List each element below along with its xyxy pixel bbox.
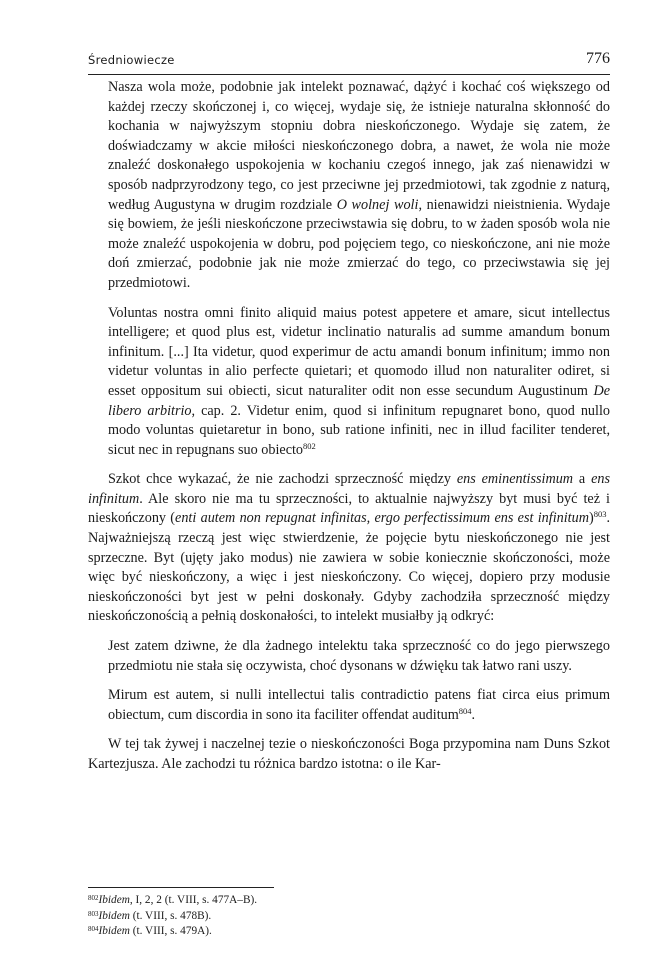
page-number: 776: [586, 50, 610, 67]
latin-term: ens infinitum: [88, 471, 610, 507]
page-header: [88, 50, 610, 74]
footnote-804: $^{804}$Ibidem (t. VIII, s. 479A).: [88, 925, 212, 937]
footnote-802: $^{802}$Ibidem, I, 2, 2 (t. VIII, s. 477A–B).: [88, 894, 258, 906]
footnotes: [88, 893, 610, 940]
latin-phrase: enti autem non repugnat infinitas, ergo perfectissimum ens est infinitum: [175, 510, 589, 527]
quote-latin-2: Mirum est autem, si nulli intellectui talis contradictio patens fiat circa eius primum obiectum, cum discordia in sono ita faciliter offendat auditum$^{804}$.: [108, 687, 610, 723]
footnote-ref-803: 803: [593, 509, 607, 520]
footnote-ref-802: 802: [303, 440, 316, 451]
main-text: [88, 78, 610, 775]
body-paragraph-1: Szkot chce wykazać, że nie zachodzi sprzeczność między ens eminentissimum a ens infinitum. Ale skoro nie ma tu sprzeczności, to aktualnie najwyższy byt musi być też i nieskończony (enti autem non repugnat infinitas, ergo perfectissimum ens est infinitum)$^{803}$. Najważniejszą rzeczą jest więc stwierdzenie, że pojęcie bytu nieskończonego nie jest sprzeczne. Byt (ujęty jako modus) nie zawiera w sobie koniecznie skończoności, może więc być nieskończony, a więc i jest nieskończony. Co więcej, dopiero przy modusie nieskończoności byt jest w pełni doskonały. Gdyby zachodziła sprzeczność między nieskończonością a pełnią doskonałości, to intelekt musiałby ją odkryć:: [88, 471, 610, 625]
body-paragraph-2: W tej tak żywej i naczelnej tezie o nieskończoności Boga przypomina nam Duns Szkot Kartezjusza. Ale zachodzi tu różnica bardzo istotna: o ile Kar-: [88, 736, 610, 772]
latin-term: ens eminentissimum: [456, 471, 574, 488]
quote-latin-1: Voluntas nostra omni finito aliquid maius potest appetere et amare, sicut intellectus intelligere; et quod plus est, videtur inclinatio naturalis ad summe amandum bonum infinitum. [...] Ita videtur, quod experimur de actu amandi bonum infinitum; immo non videtur voluntas in alio perfecte quietari; et quomodo illud non naturaliter odiret, si esset oppositum sui obiecti, sicut naturaliter odit non esse secundum Augustinum De libero arbitrio, cap. 2. Videtur enim, quod si infinitum repugnaret bono, quod nullo modo voluntas quietaretur in bono, sub ratione infiniti, nec in illud faciliter tenderet, sicut nec in repugnans suo obiecto$^{802}$: [108, 304, 610, 458]
quote-polish-1: Nasza wola może, podobnie jak intelekt poznawać, dążyć i kochać coś większego od każdej rzeczy skończonej i, co więcej, wydaje się, że istnieje naturalna skłonność do kochania w najwyższym stopniu dobra nieskończonego. Wydaje się zatem, że doświadczamy w akcie miłości nieskończonego dobra, a nawet, że wola nie może znaleźć doskonałego uspokojenia w kochaniu czegoś innego, jak zaś nienawidzi w sposób nadprzyrodzony tego, co jest przeciwne jej przedmiotowi, tak zgodnie z naturą, według Augustyna w drugim rozdziale O wolnej woli, nienawidzi nieistnienia. Wydaje się bowiem, że jeśli nieskończone przeciwstawia się dobru, to w żaden sposób wola nie może znaleźć uspokojenia w dobru, pod pojęciem tego, co nieskończone, ani nie może doń zmierzać, podobnie jak nie może zmierzać do tego, co przeciwstawia się jej przedmiotowi.: [108, 79, 610, 291]
footnote-803: $^{803}$Ibidem (t. VIII, s. 478B).: [88, 909, 212, 922]
header-rule: [88, 74, 610, 75]
book-title: O wolnej woli: [336, 196, 419, 213]
book-title: De libero arbitrio: [108, 382, 610, 419]
footnote-rule: [88, 887, 274, 888]
quote-polish-2: Jest zatem dziwne, że dla żadnego intelektu taka sprzeczność co do jego pierwszego przedmiotu nie stała się oczywista, choć dysonans w dźwięku tak łatwo rani uszy.: [108, 638, 610, 674]
footnote-ref-804: 804: [458, 705, 472, 716]
running-head: Średniowiecze: [88, 53, 175, 67]
